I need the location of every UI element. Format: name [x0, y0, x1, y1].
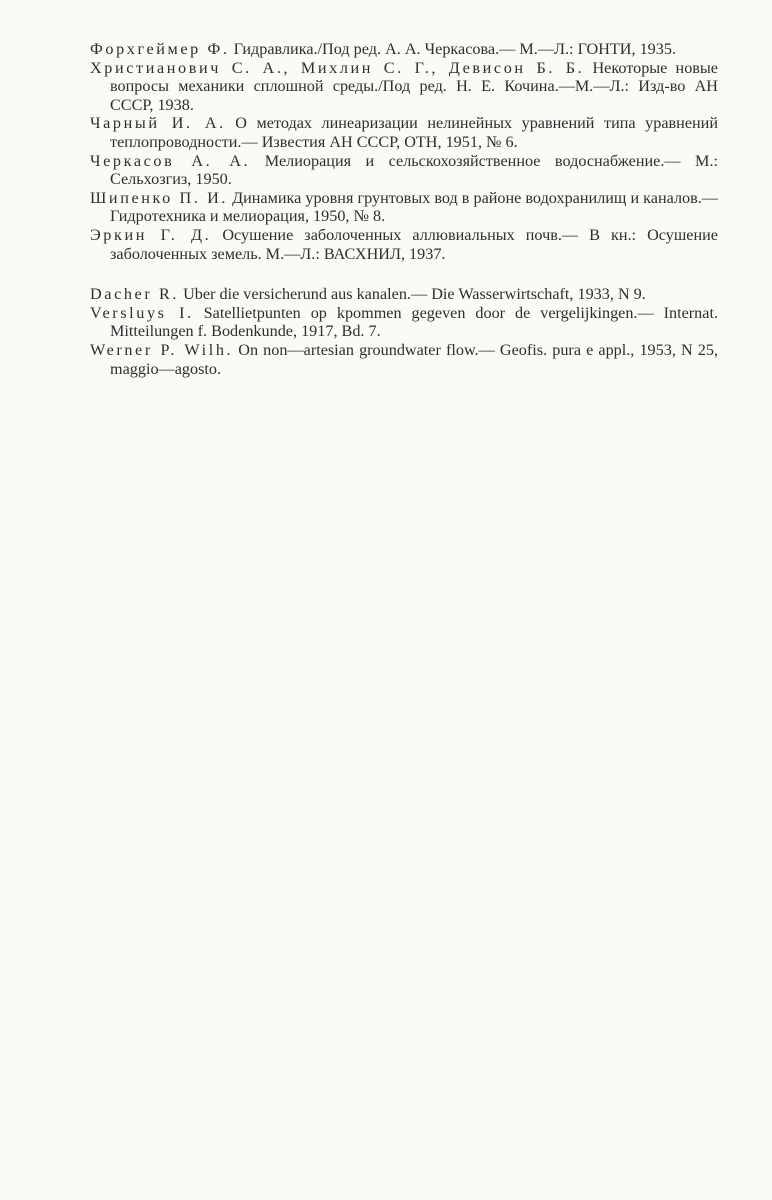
reference-entry: [90, 304, 718, 341]
reference-author: Versluys I.: [90, 303, 194, 322]
reference-author: Христианович С. А., Михлин С. Г., Девисон Б. Б.: [90, 58, 585, 77]
reference-text: Осушение заболоченных аллювиальных почв.— В кн.: Осушение заболоченных земель. М.—Л.: ВАСХНИЛ, 1937.: [110, 225, 718, 263]
reference-text: О методах линеаризации нелинейных уравнений типа уравнений теплопроводности.— Известия АН СССР, ОТН, 1951, № 6.: [110, 114, 718, 151]
reference-entry: [90, 114, 718, 151]
reference-entry: [90, 189, 718, 226]
reference-entry: [90, 59, 718, 115]
reference-text: Satellietpunten op kpommen gegeven door de vergelijkingen.— Internat. Mitteilungen f. Bodenkunde, 1917, Bd. 7.: [110, 303, 718, 341]
reference-text: Мелиорация и сельскохозяйственное водоснабжение.— М.: Сельхозгиз, 1950.: [110, 151, 718, 189]
section-gap: [90, 263, 718, 285]
reference-author: Dacher R.: [90, 285, 180, 304]
reference-author: Шипенко П. И.: [90, 188, 229, 207]
reference-entry: [90, 341, 718, 378]
reference-author: Чарный И. А.: [90, 114, 226, 133]
reference-entry: [90, 152, 718, 189]
reference-text: Динамика уровня грунтовых вод в районе водохранилищ и каналов.— Гидротехника и мелиорация, 1950, № 8.: [110, 188, 718, 226]
reference-author: Форхгеймер Ф.: [90, 40, 230, 58]
reference-author: Эркин Г. Д.: [90, 225, 212, 244]
reference-text: Некоторые новые вопросы механики сплошной среды./Под ред. Н. Е. Кочина.—М.—Л.: Изд-во АН СССР, 1938.: [110, 58, 718, 114]
reference-entry: [90, 226, 718, 263]
reference-author: Черкасов А. А.: [90, 151, 251, 170]
reference-text: Гидравлика./Под ред. А. А. Черкасова.— М.—Л.: ГОНТИ, 1935.: [229, 40, 677, 58]
reference-author: Werner P. Wilh.: [90, 340, 234, 359]
reference-text: Uber die versicherund aus kanalen.— Die Wasserwirtschaft, 1933, N 9.: [179, 285, 646, 304]
bibliography: [90, 40, 718, 378]
reference-entry: [90, 40, 718, 59]
reference-entry: [90, 285, 718, 304]
reference-text: On non—artesian groundwater flow.— Geofis. pura e appl., 1953, N 25, maggio—agosto.: [110, 340, 719, 378]
